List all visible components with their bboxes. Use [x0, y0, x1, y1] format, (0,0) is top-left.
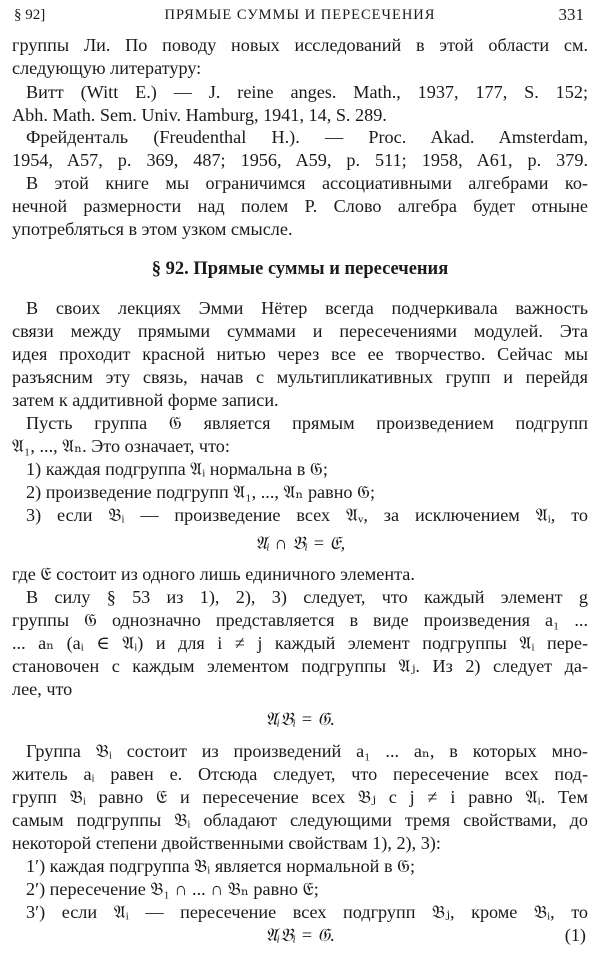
- text-line: некоторой степени двойственными свойствам 1), 2), 3):: [12, 833, 441, 853]
- text-line: ... aₙ (aᵢ ∈ 𝔄ᵢ) и для i ≠ j каждый элемент подгруппы 𝔄ᵢ пере-: [12, 633, 588, 653]
- text-line: где 𝔈 состоит из одного лишь единичного элемента.: [12, 564, 415, 584]
- list-item: 3′) если 𝔄ᵢ — пересечение всех подгрупп 𝔅ⱼ, кроме 𝔅ᵢ, то: [26, 902, 588, 922]
- text-line: Группа 𝔅ᵢ состоит из произведений a₁ ... aₙ, в которых мно-: [26, 741, 588, 761]
- text-line: следующую литературу:: [12, 58, 202, 78]
- text-line: лее, что: [12, 679, 73, 699]
- formula: 𝔄ᵢ𝔅ᵢ = 𝔊.: [265, 925, 335, 945]
- list-item: 2) произведение подгрупп 𝔄₁, ..., 𝔄ₙ равно 𝔊;: [26, 482, 376, 502]
- list-item: 1′) каждая подгруппа 𝔅ᵢ является нормальной в 𝔊;: [26, 856, 416, 876]
- text-line: самым подгруппы 𝔅ᵢ обладают следующими тремя свойствами, до: [12, 810, 588, 830]
- list-item: 2′) пересечение 𝔅₁ ∩ ... ∩ 𝔅ₙ равно 𝔈;: [26, 879, 319, 899]
- formula: 𝔄ᵢ𝔅ᵢ = 𝔊.: [265, 709, 335, 729]
- reference-line: Abh. Math. Sem. Univ. Hamburg, 1941, 14, S. 289.: [12, 105, 387, 125]
- running-title: ПРЯМЫЕ СУММЫ И ПЕРЕСЕЧЕНИЯ: [164, 7, 436, 23]
- text-line: житель aᵢ равен e. Отсюда следует, что пересечение всех под-: [12, 764, 588, 784]
- text-line: группы Ли. По поводу новых исследований в этой области см.: [12, 35, 588, 55]
- text-line: Пусть группа 𝔊 является прямым произведением подгрупп: [26, 413, 588, 433]
- text-line: употребляться в этом узком смысле.: [12, 219, 293, 239]
- text-line: группы 𝔊 однозначно представляется в виде произведения a₁ ...: [12, 610, 588, 630]
- text-line: становочен с каждым элементом подгруппы 𝔄ⱼ. Из 2) следует да-: [12, 656, 588, 676]
- text-line: нечной размерности над полем P. Слово алгебра будет отныне: [12, 196, 588, 216]
- list-item: 3) если 𝔅ᵢ — произведение всех 𝔄ᵥ, за исключением 𝔄ᵢ, то: [26, 505, 588, 525]
- text-line: связи между прямыми суммами и пересечениями модулей. Эта: [12, 321, 588, 341]
- text-line: разъясним эту связь, начав с мультипликативных групп и перейдя: [12, 367, 588, 387]
- header-section-ref: § 92]: [14, 7, 46, 23]
- formula: 𝔄ᵢ ∩ 𝔅ᵢ = 𝔈,: [254, 533, 346, 553]
- text-line: В силу § 53 из 1), 2), 3) следует, что каждый элемент g: [26, 587, 588, 607]
- text-line: идея проходит красной нитью через все ее творчество. Сейчас мы: [12, 344, 588, 364]
- page-number: 331: [558, 5, 584, 24]
- text-line: В своих лекциях Эмми Нётер всегда подчеркивала важность: [26, 298, 588, 318]
- reference-line: 1954, A57, p. 369, 487; 1956, A59, p. 511; 1958, A61, p. 379.: [12, 150, 588, 170]
- text-line: групп 𝔅ᵢ равно 𝔈 и пересечение всех 𝔅ⱼ с j ≠ i равно 𝔄ᵢ. Тем: [12, 787, 588, 807]
- text-line: В этой книге мы ограничимся ассоциативными алгебрами ко-: [26, 173, 588, 193]
- list-item: 1) каждая подгруппа 𝔄ᵢ нормальна в 𝔊;: [26, 459, 328, 479]
- reference-line: Витт (Witt E.) — J. reine anges. Math., 1937, 177, S. 152;: [26, 82, 588, 102]
- equation-number: (1): [564, 925, 586, 945]
- section-heading: § 92. Прямые суммы и пересечения: [151, 259, 449, 279]
- reference-line: Фрейденталь (Freudenthal H.). — Proc. Akad. Amsterdam,: [26, 127, 588, 147]
- text-line: 𝔄₁, ..., 𝔄ₙ. Это означает, что:: [12, 436, 230, 456]
- text-line: затем к аддитивной форме записи.: [12, 390, 279, 410]
